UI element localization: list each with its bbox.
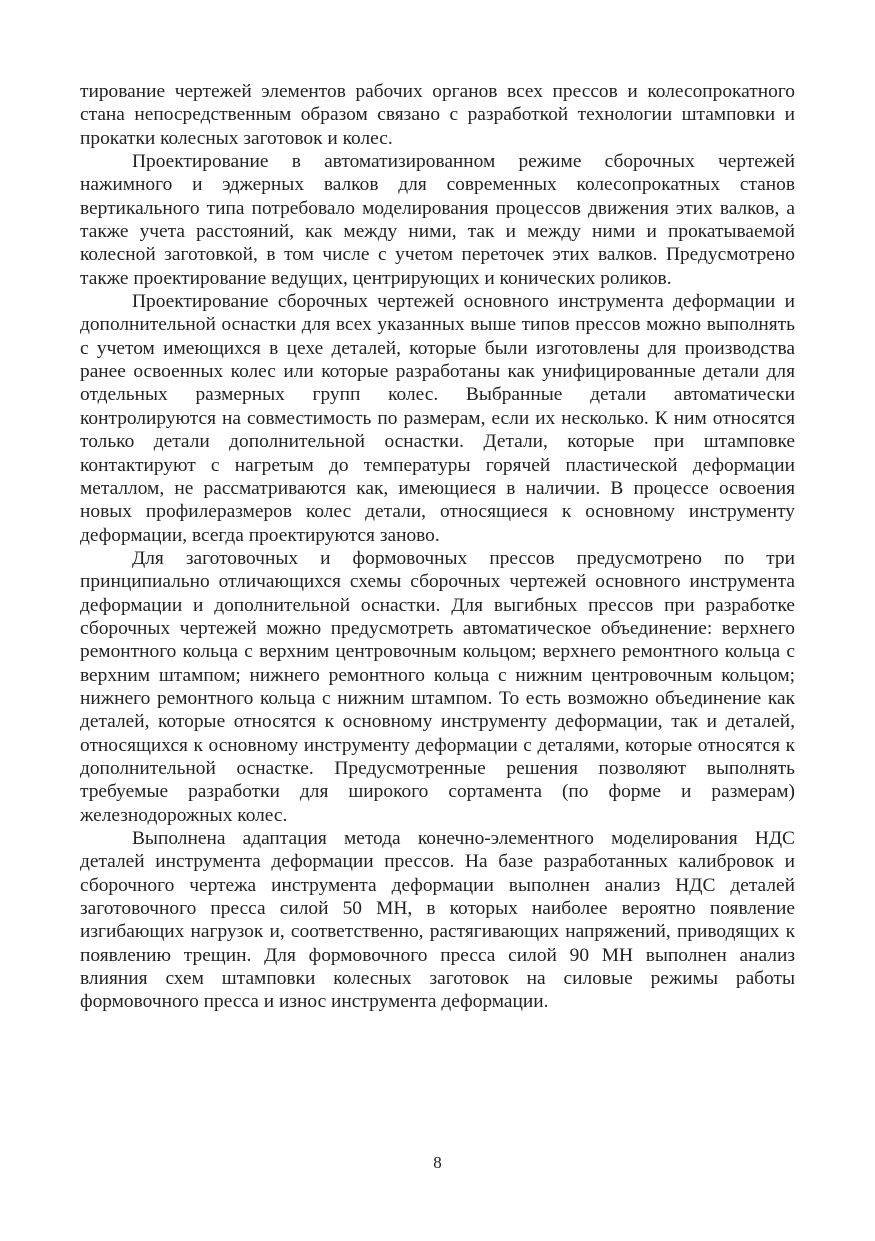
page-number: 8 (433, 1153, 442, 1172)
paragraph-continuation: тирование чертежей элементов рабочих органов всех прессов и колесопрокатного стана непосредственным образом связано с разработкой технологии штамповки и прокатки колесных заготовок и колес. (80, 81, 795, 149)
body-text (80, 80, 795, 1014)
paragraph-tooling-design: Проектирование сборочных чертежей основного инструмента деформации и дополнительной оснастки для всех указанных выше типов прессов можно выполнять с учетом имеющихся в цехе деталей, которые были изготовлены для производства ранее освоенных колес или которые разработаны как унифицированные детали для отдельных размерных групп колес. Выбранные детали автоматически контролируются на совместимость по размерам, если их несколько. К ним относятся только детали дополнительной оснастки. Детали, которые при штамповке контактируют с нагретым до температуры горячей пластической деформации металлом, не рассматриваются как, имеющиеся в наличии. В процессе освоения новых профилеразмеров колес детали, относящиеся к основному инструменту деформации, всегда проектируются заново. (80, 291, 795, 546)
paragraph-fem-analysis: Выполнена адаптация метода конечно-элементного моделирования НДС деталей инструмента деформации прессов. На базе разработанных калибровок и сборочного чертежа инструмента деформации выполнен анализ НДС деталей заготовочного пресса силой 50 МН, в которых наиболее вероятно появление изгибающих нагрузок и, соответственно, растягивающих напряжений, приводящих к появлению трещин. Для формовочного пресса силой 90 МН выполнен анализ влияния схем штамповки колесных заготовок на силовые режимы работы формовочного пресса и износ инструмента деформации. (80, 828, 795, 1013)
paragraph-rolls-design: Проектирование в автоматизированном режиме сборочных чертежей нажимного и эджерных валков для современных колесопрокатных станов вертикального типа потребовало моделирования процессов движения этих валков, а также учета расстояний, как между ними, так и между ними и прокатываемой колесной заготовкой, в том числе с учетом переточек этих валков. Предусмотрено также проектирование ведущих, центрирующих и конических роликов. (80, 151, 795, 289)
paragraph-press-schemes: Для заготовочных и формовочных прессов предусмотрено по три принципиально отличающихся схемы сборочных чертежей основного инструмента деформации и дополнительной оснастки. Для выгибных прессов при разработке сборочных чертежей можно предусмотреть автоматическое объединение: верхнего ремонтного кольца с верхним центровочным кольцом; верхнего ремонтного кольца с верхним штампом; нижнего ремонтного кольца с нижним центровочным кольцом; нижнего ремонтного кольца с нижним штампом. То есть возможно объединение как деталей, которые относятся к основному инструменту деформации, так и деталей, относящихся к основному инструменту деформации с деталями, которые относятся к дополнительной оснастке. Предусмотренные решения позволяют выполнять требуемые разработки для широкого сортамента (по форме и размерам) железнодорожных колес. (80, 547, 795, 826)
